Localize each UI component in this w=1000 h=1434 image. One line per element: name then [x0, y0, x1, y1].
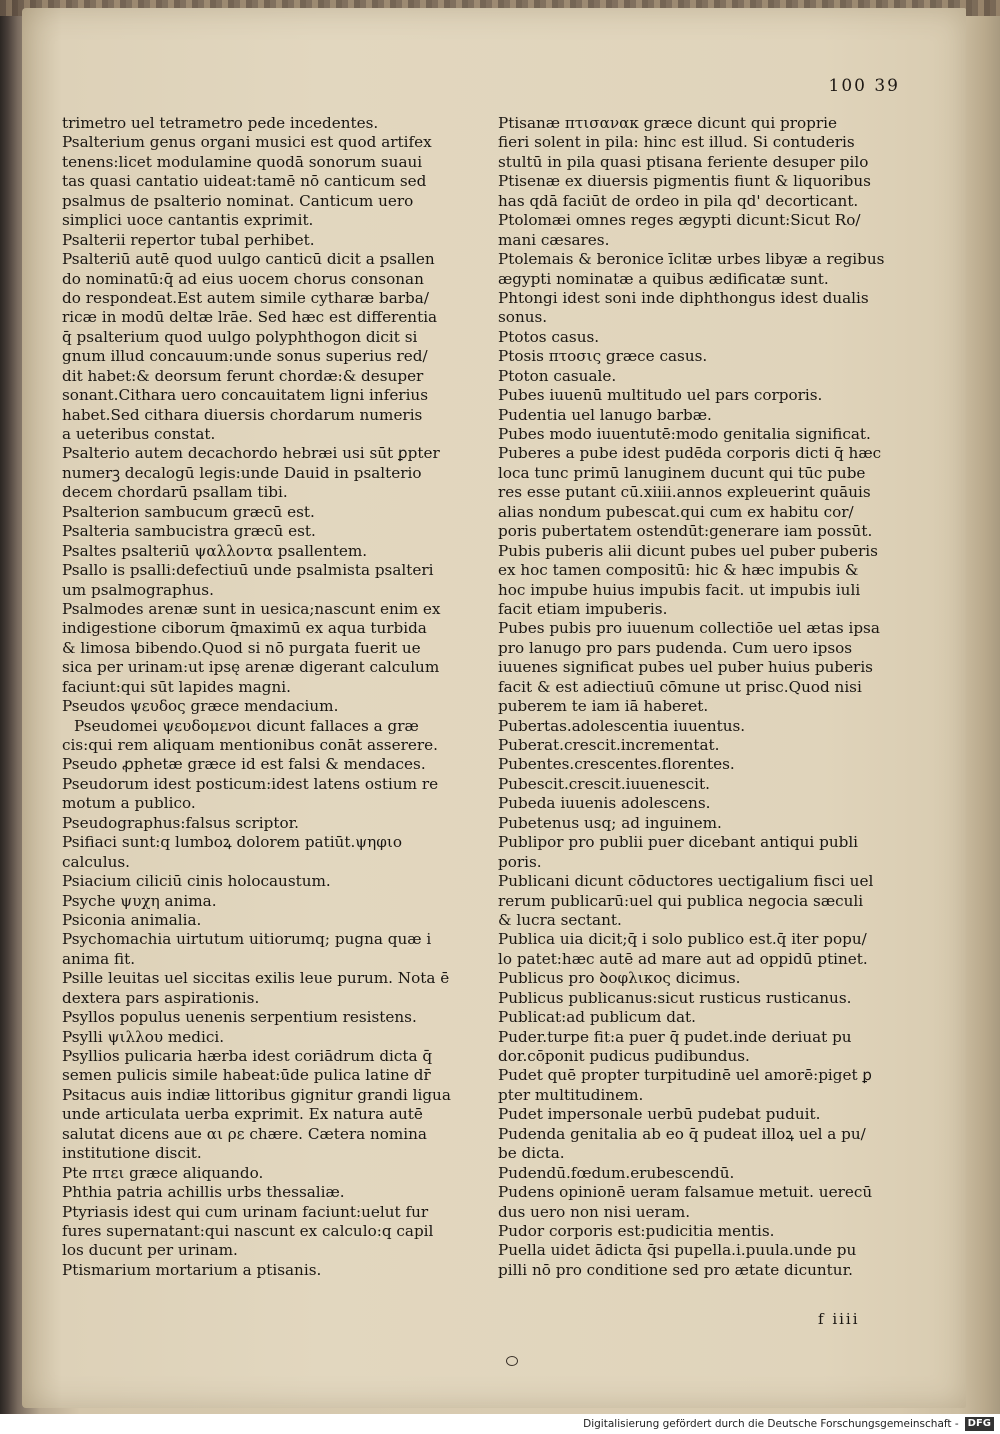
text-line: anima fit. [62, 949, 136, 968]
text-line: Pubes modo iuuentutē:modo genitalia significat. [498, 425, 871, 443]
text-line: Pudet quē propter turpitudinē uel amorē:piget ꝑ [498, 1066, 873, 1085]
text-line: Pseudorum idest posticum:idest latens ostium re [62, 774, 439, 793]
text-line: hoc impube huius impubis facit. ut impubis iuli [498, 580, 861, 599]
text-line: alias nondum pubescat.qui cum ex habitu cor/ [498, 502, 854, 521]
text-line: Pubes iuuenū multitudo uel pars corporis. [498, 386, 823, 405]
text-line: Ptisanæ πτισανακ græce dicunt qui proprie [498, 114, 837, 132]
text-line: Publicus publicanus:sicut rusticus rusticanus. [498, 988, 852, 1007]
text-line: rerum publicarū:uel qui publica negocia sæculi [498, 891, 864, 910]
text-line: um psalmographus. [62, 580, 214, 599]
text-line: semen pulicis simile habeat:ūde pulica latine dr̄ [62, 1066, 431, 1085]
text-line: pro lanugo pro pars pudenda. Cum uero ipsos [498, 638, 853, 657]
text-line: a ueteribus constat. [62, 425, 216, 443]
text-line: fieri solent in pila: hinc est illud. Si contuderis [498, 133, 855, 152]
text-line: Psiacium ciliciū cinis holocaustum. [62, 872, 331, 891]
text-line: numerꝫ decalogū legis:unde Dauid in psalterio [62, 463, 422, 482]
text-line: Psalteria sambucistra græcū est. [62, 522, 316, 541]
text-line: Puella uidet ādicta q̄si pupella.i.puula.unde pu [498, 1241, 857, 1260]
text-line: sica per urinam:ut ipsę arenæ digerant calculum [62, 658, 440, 677]
text-line: Phthia patria achillis urbs thessaliæ. [62, 1183, 345, 1202]
text-line: Psallo is psalli:defectiuū unde psalmista psalteri [62, 561, 434, 580]
text-line: fures supernatant:qui nascunt ex calculo:q capil [62, 1221, 434, 1240]
text-line: Pudor corporis est:pudicitia mentis. [498, 1221, 775, 1240]
text-line: Publicani dicunt cōductores uectigalium fisci uel [498, 872, 874, 891]
text-line: Ptisenæ ex diuersis pigmentis fiunt & liquoribus [498, 172, 871, 191]
text-line: Phtongi idest soni inde diphthongus idest dualis [498, 288, 869, 307]
text-line: Ptyriasis idest qui cum urinam faciunt:uelut fur [62, 1202, 429, 1221]
text-line: Puberat.crescit.incrementat. [498, 736, 720, 754]
text-line: Pubetenus usq; ad inguinem. [498, 813, 722, 832]
text-line: Pudens opinionē ueram falsamue metuit. uerecū [498, 1183, 873, 1202]
text-line: ægypti nominatæ a quibus ædificatæ sunt. [498, 269, 829, 288]
text-line: Publipor pro publii puer dicebant antiqui publi [498, 833, 859, 852]
text-line: pilli nō pro conditione sed pro ætate dicuntur. [498, 1260, 853, 1279]
text-line: Pudenda genitalia ab eo q̄ pudeat illoꝝ uel a pu/ [498, 1124, 866, 1143]
text-line: Ptosis πτοσις græce casus. [498, 347, 708, 366]
text-line: Pudet impersonale uerbū pudebat puduit. [498, 1105, 821, 1124]
ring-mark [506, 1356, 518, 1366]
text-line: Psille leuitas uel siccitas exilis leue purum. Nota ē [62, 969, 450, 988]
text-line: & lucra sectant. [498, 910, 622, 929]
text-line: ricæ in modū deltæ lrāe. Sed hæc est differentia [62, 308, 438, 327]
text-line: Psifiaci sunt:q lumboꝝ dolorem patiūt.ψηφιο [62, 833, 403, 852]
text-line: Ptismarium mortarium a ptisanis. [62, 1260, 322, 1279]
text-line: facit etiam impuberis. [498, 599, 668, 618]
text-line: gnum illud concauum:unde sonus superius red/ [62, 347, 428, 366]
text-line: poris pubertatem ostendūt:generare iam possūt. [498, 522, 873, 541]
right-column [498, 114, 908, 1280]
text-line: Psalteriū autē quod uulgo canticū dicit a psallen [62, 250, 435, 269]
text-line: Psaltes psalteriū ψαλλοντα psallentem. [62, 541, 368, 560]
text-line: Psalterion sambucum græcū est. [62, 502, 315, 521]
text-line: loca tunc primū lanuginem ducunt qui tūc pube [498, 463, 866, 482]
text-line: Pudendū.fœdum.erubescendū. [498, 1163, 735, 1182]
text-line: iuuenes significat pubes uel puber huius puberis [498, 658, 873, 677]
text-line: Psiconia animalia. [62, 910, 202, 929]
text-line: sonus. [498, 308, 548, 327]
text-line: Pseudomei ψευδομενοι dicunt fallaces a græ [74, 716, 419, 735]
text-line: Psalterium genus organi musici est quod artifex [62, 133, 432, 152]
text-line: Publicat:ad publicum dat. [498, 1008, 696, 1027]
text-line: calculus. [62, 852, 130, 871]
text-line: Psalterii repertor tubal perhibet. [62, 230, 315, 249]
text-line: sonant.Cithara uero concauitatem ligni inferius [62, 386, 428, 405]
text-line: dus uero non nisi ueram. [498, 1202, 691, 1221]
text-line: los ducunt per urinam. [62, 1241, 238, 1260]
text-line: mani cæsares. [498, 230, 610, 249]
text-line: motum a publico. [62, 794, 196, 813]
dfg-logo: DFG [965, 1417, 994, 1431]
text-line: Pseudos ψευδος græce mendacium. [62, 697, 339, 716]
text-line: Pubertas.adolescentia iuuentus. [498, 716, 746, 735]
text-line: Psyllios pulicaria hærba idest coriādrum dicta q̄ [62, 1047, 433, 1065]
text-line: Pubentes.crescentes.florentes. [498, 755, 735, 774]
text-line: pter multitudinem. [498, 1085, 644, 1104]
text-line: Psitacus auis indiæ littoribus gignitur grandi ligua [62, 1085, 451, 1104]
text-line: Pubes pubis pro iuuenum collectiōe uel ætas ipsa [498, 619, 880, 638]
text-line: puberem te iam iā haberet. [498, 697, 709, 716]
text-line: Publicus pro ꝺοφλικος dicimus. [498, 969, 741, 988]
text-line: Ptotos casus. [498, 327, 600, 346]
text-line: ex hoc tamen compositū: hic & hæc impubis & [498, 561, 859, 580]
text-line: be dicta. [498, 1144, 565, 1163]
text-line: faciunt:qui sūt lapides magni. [62, 677, 291, 696]
text-line: stultū in pila quasi ptisana feriente desuper pilo [498, 152, 869, 171]
text-line: & limosa bibendo.Quod si nō purgata fuerit ue [62, 638, 421, 657]
text-line: do nominatū:q̄ ad eius uocem chorus consonan [62, 269, 424, 288]
text-line: psalmus de psalterio nominat. Canticum uero [62, 191, 414, 210]
footer-text: Digitalisierung gefördert durch die Deutsche Forschungsgemeinschaft - [583, 1418, 959, 1430]
text-line: Ptolomæi omnes reges ægypti dicunt:Sicut Ro/ [498, 211, 861, 230]
footer-bar [0, 1414, 1000, 1434]
left-column [62, 114, 462, 1280]
text-line: poris. [498, 852, 542, 871]
text-line: unde articulata uerba exprimit. Ex natura autē [62, 1105, 423, 1124]
text-line: salutat dicens aue αι ρε chære. Cætera nomina [62, 1124, 427, 1143]
text-line: Ptoton casuale. [498, 366, 617, 385]
folio-number: 100 39 [828, 76, 900, 96]
text-line: res esse putant cū.xiiii.annos expleuerint quāuis [498, 483, 871, 502]
text-line: lo patet:hæc autē ad mare aut ad oppidū ptinet. [498, 949, 868, 968]
text-line: dor.cōponit pudicus pudibundus. [498, 1047, 750, 1065]
text-line: Ptolemais & beronice īclitæ urbes libyæ a regibus [498, 250, 885, 269]
text-line: Pte πτει græce aliquando. [62, 1163, 264, 1182]
text-line: Psyche ψυχη anima. [62, 891, 217, 910]
text-line: q̄ psalterium quod uulgo polyphthogon dicit si [62, 327, 418, 346]
text-line: Pseudo ꝓphetæ græce id est falsi & mendaces. [62, 755, 426, 774]
text-line: dextera pars aspirationis. [62, 988, 260, 1007]
text-line: Psalterio autem decachordo hebræi usi sūt ꝑpter [62, 444, 440, 463]
text-line: dit habet:& deorsum ferunt chordæ:& desuper [62, 366, 424, 385]
text-line: facit & est adiectiuū cōmune ut prisc.Quod nisi [498, 677, 862, 696]
text-line: habet.Sed cithara diuersis chordarum numeris [62, 405, 423, 424]
text-line: Psylli ψιλλου medici. [62, 1027, 225, 1046]
text-line: institutione discit. [62, 1144, 202, 1163]
text-line: Publica uia dicit;q̄ i solo publico est.q̄ iter popu/ [498, 930, 867, 949]
text-line: Pubis puberis alii dicunt pubes uel puber puberis [498, 541, 878, 560]
text-line: simplici uoce cantantis exprimit. [62, 211, 314, 230]
text-line: do respondeat.Est autem simile cytharæ barba/ [62, 288, 429, 307]
text-line: Pudentia uel lanugo barbæ. [498, 405, 712, 424]
text-line: indigestione ciborum q̄maximū ex aqua turbida [62, 619, 427, 638]
text-line: tas quasi cantatio uideat:tamē nō canticum sed [62, 172, 427, 191]
text-line: Psalmodes arenæ sunt in uesica;nascunt enim ex [62, 599, 441, 618]
text-line: tenens:licet modulamine quodā sonorum suaui [62, 152, 423, 171]
text-line: Pubescit.crescit.iuuenescit. [498, 774, 710, 793]
text-line: Psychomachia uirtutum uitiorumq; pugna quæ i [62, 930, 432, 949]
text-line: trimetro uel tetrametro pede incedentes. [62, 114, 379, 132]
text-line: has qdā faciūt de ordeo in pila qd' decorticant. [498, 191, 859, 210]
text-line: cis:qui rem aliquam mentionibus conāt asserere. [62, 736, 438, 754]
text-line: Puder.turpe fit:a puer q̄ pudet.inde deriuat pu [498, 1027, 852, 1046]
text-line: Pubeda iuuenis adolescens. [498, 794, 711, 813]
text-line: Puberes a pube idest pudēda corporis dicti q̄ hæc [498, 444, 882, 463]
text-line: Pseudographus:falsus scriptor. [62, 813, 300, 832]
signature-mark: f iiii [818, 1310, 860, 1328]
text-line: Psyllos populus uenenis serpentium resistens. [62, 1008, 417, 1027]
text-line: decem chordarū psallam tibi. [62, 483, 288, 502]
